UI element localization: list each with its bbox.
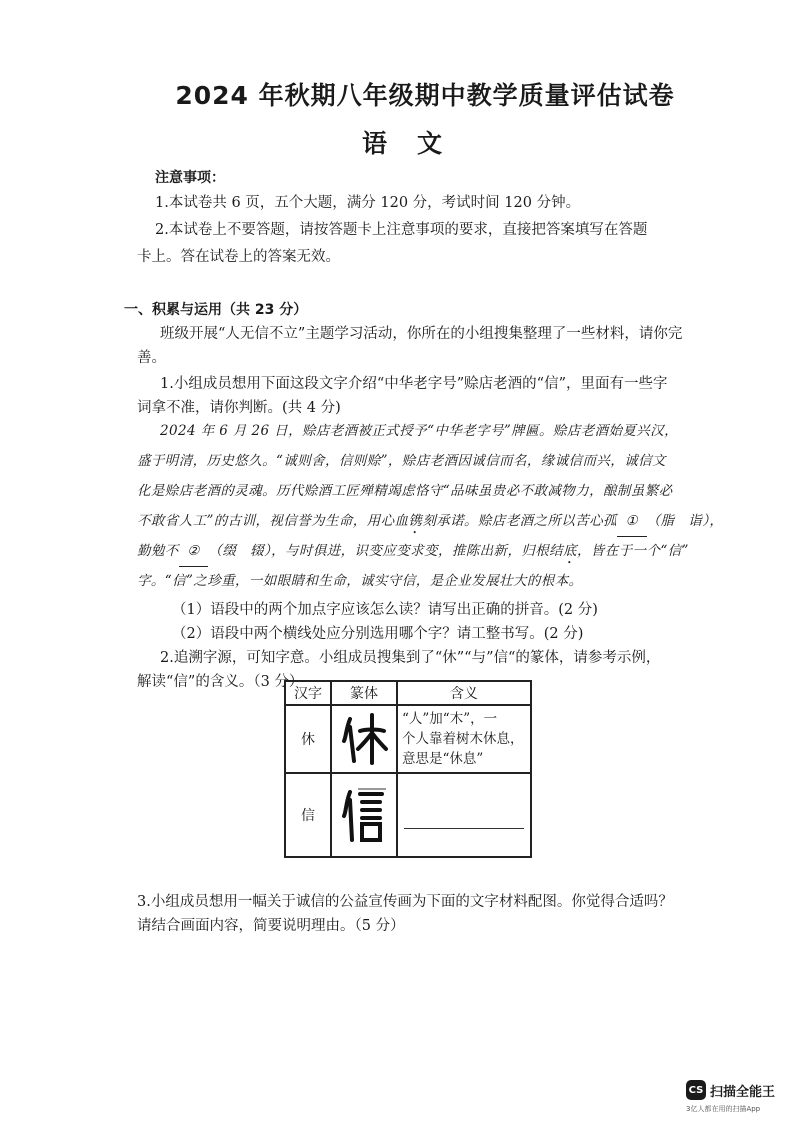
exam-subject: 语文 <box>361 129 472 158</box>
passage-line6: 字。“信”之珍重，一如眼睛和生命，诚实守信，是企业发展壮大的根本。 <box>137 573 583 589</box>
row1-meaning-line2: 个人靠着树木休息， <box>402 731 524 747</box>
row2-char: 信 <box>285 773 331 857</box>
row1-meaning-line1: “人”加“木”，一 <box>402 711 498 727</box>
row1-meaning <box>397 705 531 773</box>
notice-heading: 注意事项： <box>155 170 225 186</box>
blank-1: ① <box>617 506 647 537</box>
question2-line2: 解读“信”的含义。（3 分） <box>137 674 304 690</box>
blank-1-options: （脂 诣）， <box>646 513 724 529</box>
row1-meaning-line3: 意思是“休息” <box>402 751 484 767</box>
row1-seal-glyph <box>331 705 397 773</box>
section1-intro-line1: 班级开展“人无信不立”主题学习活动，你所在的小组搜集整理了一些材料，请你完 <box>160 326 683 342</box>
question1-sub1: （1）语段中的两个加点字应该怎么读？请写出正确的拼音。(2 分) <box>172 602 598 618</box>
passage-line4-text-a: 不敢省人工”的古训，视信誉为生命，用心血 <box>137 513 409 529</box>
section1-heading: 一、积累与运用（共 23 分） <box>124 302 308 318</box>
blank-2-options: （缀 辍），与时俱进，识变应变求变，推陈出新，归根结 <box>208 543 564 559</box>
seal-script-table <box>284 680 532 858</box>
table-row <box>285 705 531 773</box>
blank-2: ② <box>179 536 209 567</box>
header-meaning: 含义 <box>397 681 531 705</box>
dotted-char-1: 镌 <box>408 513 423 529</box>
question1-line2: 词拿不准，请你判断。(共 4 分) <box>137 400 341 416</box>
camscanner-logo-icon: CS <box>686 1080 706 1100</box>
table-header-row <box>285 681 531 705</box>
watermark-tagline: 3亿人都在用的扫描App <box>686 1105 761 1113</box>
question3-line2: 请结合画面内容，简要说明理由。（5 分） <box>137 918 405 934</box>
seal-xin-image <box>340 784 388 846</box>
notice-item-1: 1.本试卷共 6 页，五个大题，满分 120 分，考试时间 120 分钟。 <box>155 195 581 211</box>
answer-line <box>404 827 524 829</box>
scanner-watermark <box>686 1080 775 1100</box>
question2-line1: 2.追溯字源，可知字意。小组成员搜集到了“休”“与”信“的篆体，请参考示例， <box>160 650 661 666</box>
row1-char: 休 <box>285 705 331 773</box>
seal-xiu-image <box>340 711 388 767</box>
row2-seal-glyph <box>331 773 397 857</box>
section1-intro-line2: 善。 <box>137 350 166 366</box>
watermark-name: 扫描全能王 <box>710 1084 776 1100</box>
question1-line1: 1.小组成员想用下面这段文字介绍“中华老字号”赊店老酒的“信”，里面有一些字 <box>160 376 668 392</box>
passage-line5-text-a: 勤勉不 <box>137 543 179 559</box>
passage-line5-text-b: ，皆在于一个“信” <box>576 543 689 559</box>
notice-item-2-line2: 卡上。答在试卷上的答案无效。 <box>137 249 340 265</box>
passage-line1: 2024 年 6 月 26 日，赊店老酒被正式授予“中华老字号”牌匾。赊店老酒始夏兴汉， <box>160 423 678 439</box>
header-hanzi: 汉字 <box>285 681 331 705</box>
row2-meaning-blank[interactable] <box>397 773 531 857</box>
dotted-char-2: 底 <box>563 543 577 559</box>
exam-title: 2024 年秋期八年级期中教学质量评估试卷 <box>175 81 675 110</box>
passage-line5 <box>137 536 689 567</box>
header-seal-script: 篆体 <box>331 681 397 705</box>
question1-sub2: （2）语段中两个横线处应分别选用哪个字？请工整书写。(2 分) <box>172 626 584 642</box>
passage-line4 <box>137 506 723 537</box>
passage-line2: 盛于明清，历史悠久。“诚则舍，信则赊”，赊店老酒因诚信而名，缘诚信而兴，诚信文 <box>137 453 666 469</box>
table-row <box>285 773 531 857</box>
passage-line4-text-b: 刻承诺。赊店老酒之所以苦心孤 <box>422 513 617 529</box>
notice-item-2-line1: 2.本试卷上不要答题，请按答题卡上注意事项的要求，直接把答案填写在答题 <box>155 222 648 238</box>
question3-line1: 3.小组成员想用一幅关于诚信的公益宣传画为下面的文字材料配图。你觉得合适吗？ <box>137 894 673 910</box>
passage-line3: 化是赊店老酒的灵魂。历代赊酒工匠殚精竭虑恪守“品味虽贵必不敢减物力，酿制虽繁必 <box>137 483 673 499</box>
